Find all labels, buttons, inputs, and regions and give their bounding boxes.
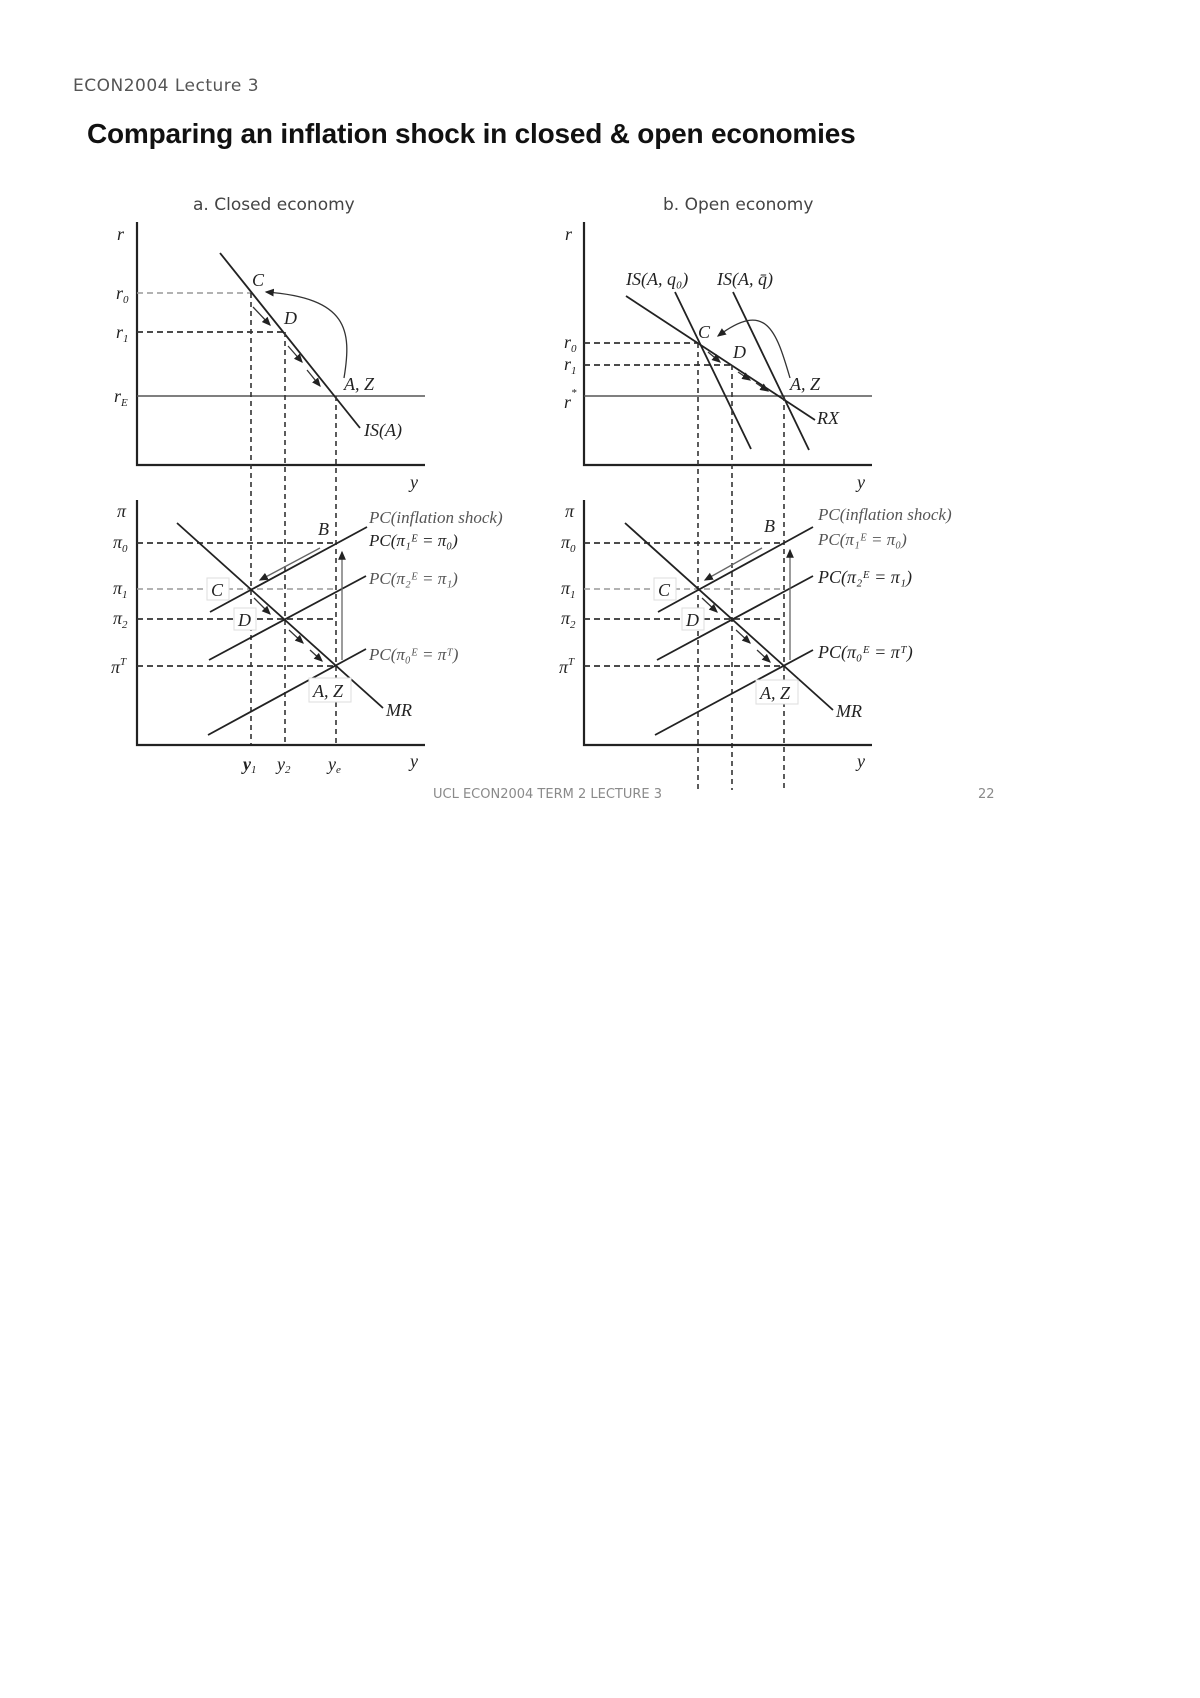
svg-text:π: π — [565, 501, 575, 521]
svg-text:y2: y2 — [277, 754, 291, 776]
svg-text:B: B — [318, 519, 329, 539]
svg-text:π1: $\pi_1$ — [113, 578, 128, 601]
closed-r-axis-label: r — [117, 224, 125, 244]
svg-text:PC(π₀ᴱ = πᵀ): PC(π₀ᴱ = πᵀ) — [818, 642, 913, 662]
closed-is-diagram — [114, 222, 425, 492]
is-curve — [220, 253, 360, 428]
footer-course: UCL ECON2004 TERM 2 LECTURE 3 — [433, 787, 663, 802]
svg-text:πT: $\pi^T$ — [111, 656, 127, 677]
svg-text:A, Z: A, Z — [760, 683, 791, 703]
svg-text:ye: ye — [328, 754, 341, 776]
point-az: A, Z — [344, 374, 375, 394]
svg-text:π2: $\pi_2$ — [561, 608, 576, 631]
svg-text:π2: $\pi_2$ — [113, 608, 128, 631]
svg-text:PC(π₂ᴱ = π₁): PC(π₂ᴱ = π₁) — [818, 567, 913, 587]
open-economy-panel — [559, 195, 952, 790]
svg-text:PC(π₀ᴱ = πᵀ): PC(π₀ᴱ = πᵀ) — [369, 645, 459, 664]
svg-text:D: D — [238, 610, 251, 630]
open-pc-mr-diagram — [559, 500, 952, 771]
svg-text:D: D — [733, 342, 746, 362]
closed-panel-title: a. Closed economy — [193, 195, 355, 215]
svg-text:r*: r* — [564, 387, 577, 412]
svg-text:C: C — [698, 322, 711, 342]
svg-text:MR: MR — [386, 700, 412, 720]
slide-title: Comparing an inflation shock in closed & open economies — [87, 118, 856, 149]
closed-pi-axis-label: π — [117, 501, 127, 521]
closed-pc-mr-diagram — [111, 500, 503, 776]
document-header: ECON2004 Lecture 3 — [73, 76, 260, 96]
svg-text:y: y — [857, 472, 865, 492]
svg-text:IS(A, q̄): IS(A, q̄) — [717, 269, 773, 289]
open-is-rx-diagram — [564, 222, 872, 492]
svg-text:r1: $r_1$ — [564, 354, 577, 377]
point-c: C — [252, 270, 265, 290]
svg-text:IS(A, q₀): IS(A, q₀) — [626, 269, 689, 289]
svg-text:MR: MR — [836, 701, 862, 721]
svg-text:π1: $\pi_1$ — [561, 578, 576, 601]
svg-text:D: D — [686, 610, 699, 630]
closed-economy-panel — [111, 195, 503, 776]
svg-text:B: B — [764, 516, 775, 536]
svg-text:r0: $r_0$ — [116, 283, 129, 306]
svg-text:r1: $r_1$ — [116, 322, 129, 345]
svg-text:r: r — [565, 224, 573, 244]
point-d: D — [284, 308, 297, 328]
page-number: 22 — [978, 787, 995, 802]
svg-text:C: C — [211, 580, 224, 600]
svg-text:C: C — [658, 580, 671, 600]
svg-text:r0: $r_0$ — [564, 332, 577, 355]
svg-text:PC(π₁ᴱ = π₀): PC(π₁ᴱ = π₀) — [818, 530, 907, 549]
closed-y-axis-label-top: y — [410, 472, 418, 492]
svg-text:RX: RX — [817, 408, 839, 428]
is-label: IS(A) — [364, 420, 402, 440]
svg-text:y: y — [857, 751, 865, 771]
svg-text:PC(π₂ᴱ = π₁): PC(π₂ᴱ = π₁) — [369, 569, 458, 588]
svg-text:PC(inflation shock): PC(inflation shock) — [818, 505, 952, 524]
open-panel-title: b. Open economy — [663, 195, 814, 215]
figure — [0, 0, 1200, 820]
svg-text:y1: y1 — [243, 754, 257, 776]
svg-text:π0: $\pi_0$ — [113, 532, 128, 555]
svg-text:π0: $\pi_0$ — [561, 532, 576, 555]
svg-text:πT: $\pi^T$ — [559, 656, 575, 677]
svg-text:PC(inflation shock): PC(inflation shock) — [369, 508, 503, 527]
svg-text:A, Z: A, Z — [313, 681, 344, 701]
closed-y-axis-label: y — [410, 751, 418, 771]
svg-text:A, Z: A, Z — [790, 374, 821, 394]
svg-text:PC(π₁ᴱ = π₀): PC(π₁ᴱ = π₀) — [369, 531, 458, 550]
svg-text:rE: $r_E$ — [114, 386, 128, 409]
